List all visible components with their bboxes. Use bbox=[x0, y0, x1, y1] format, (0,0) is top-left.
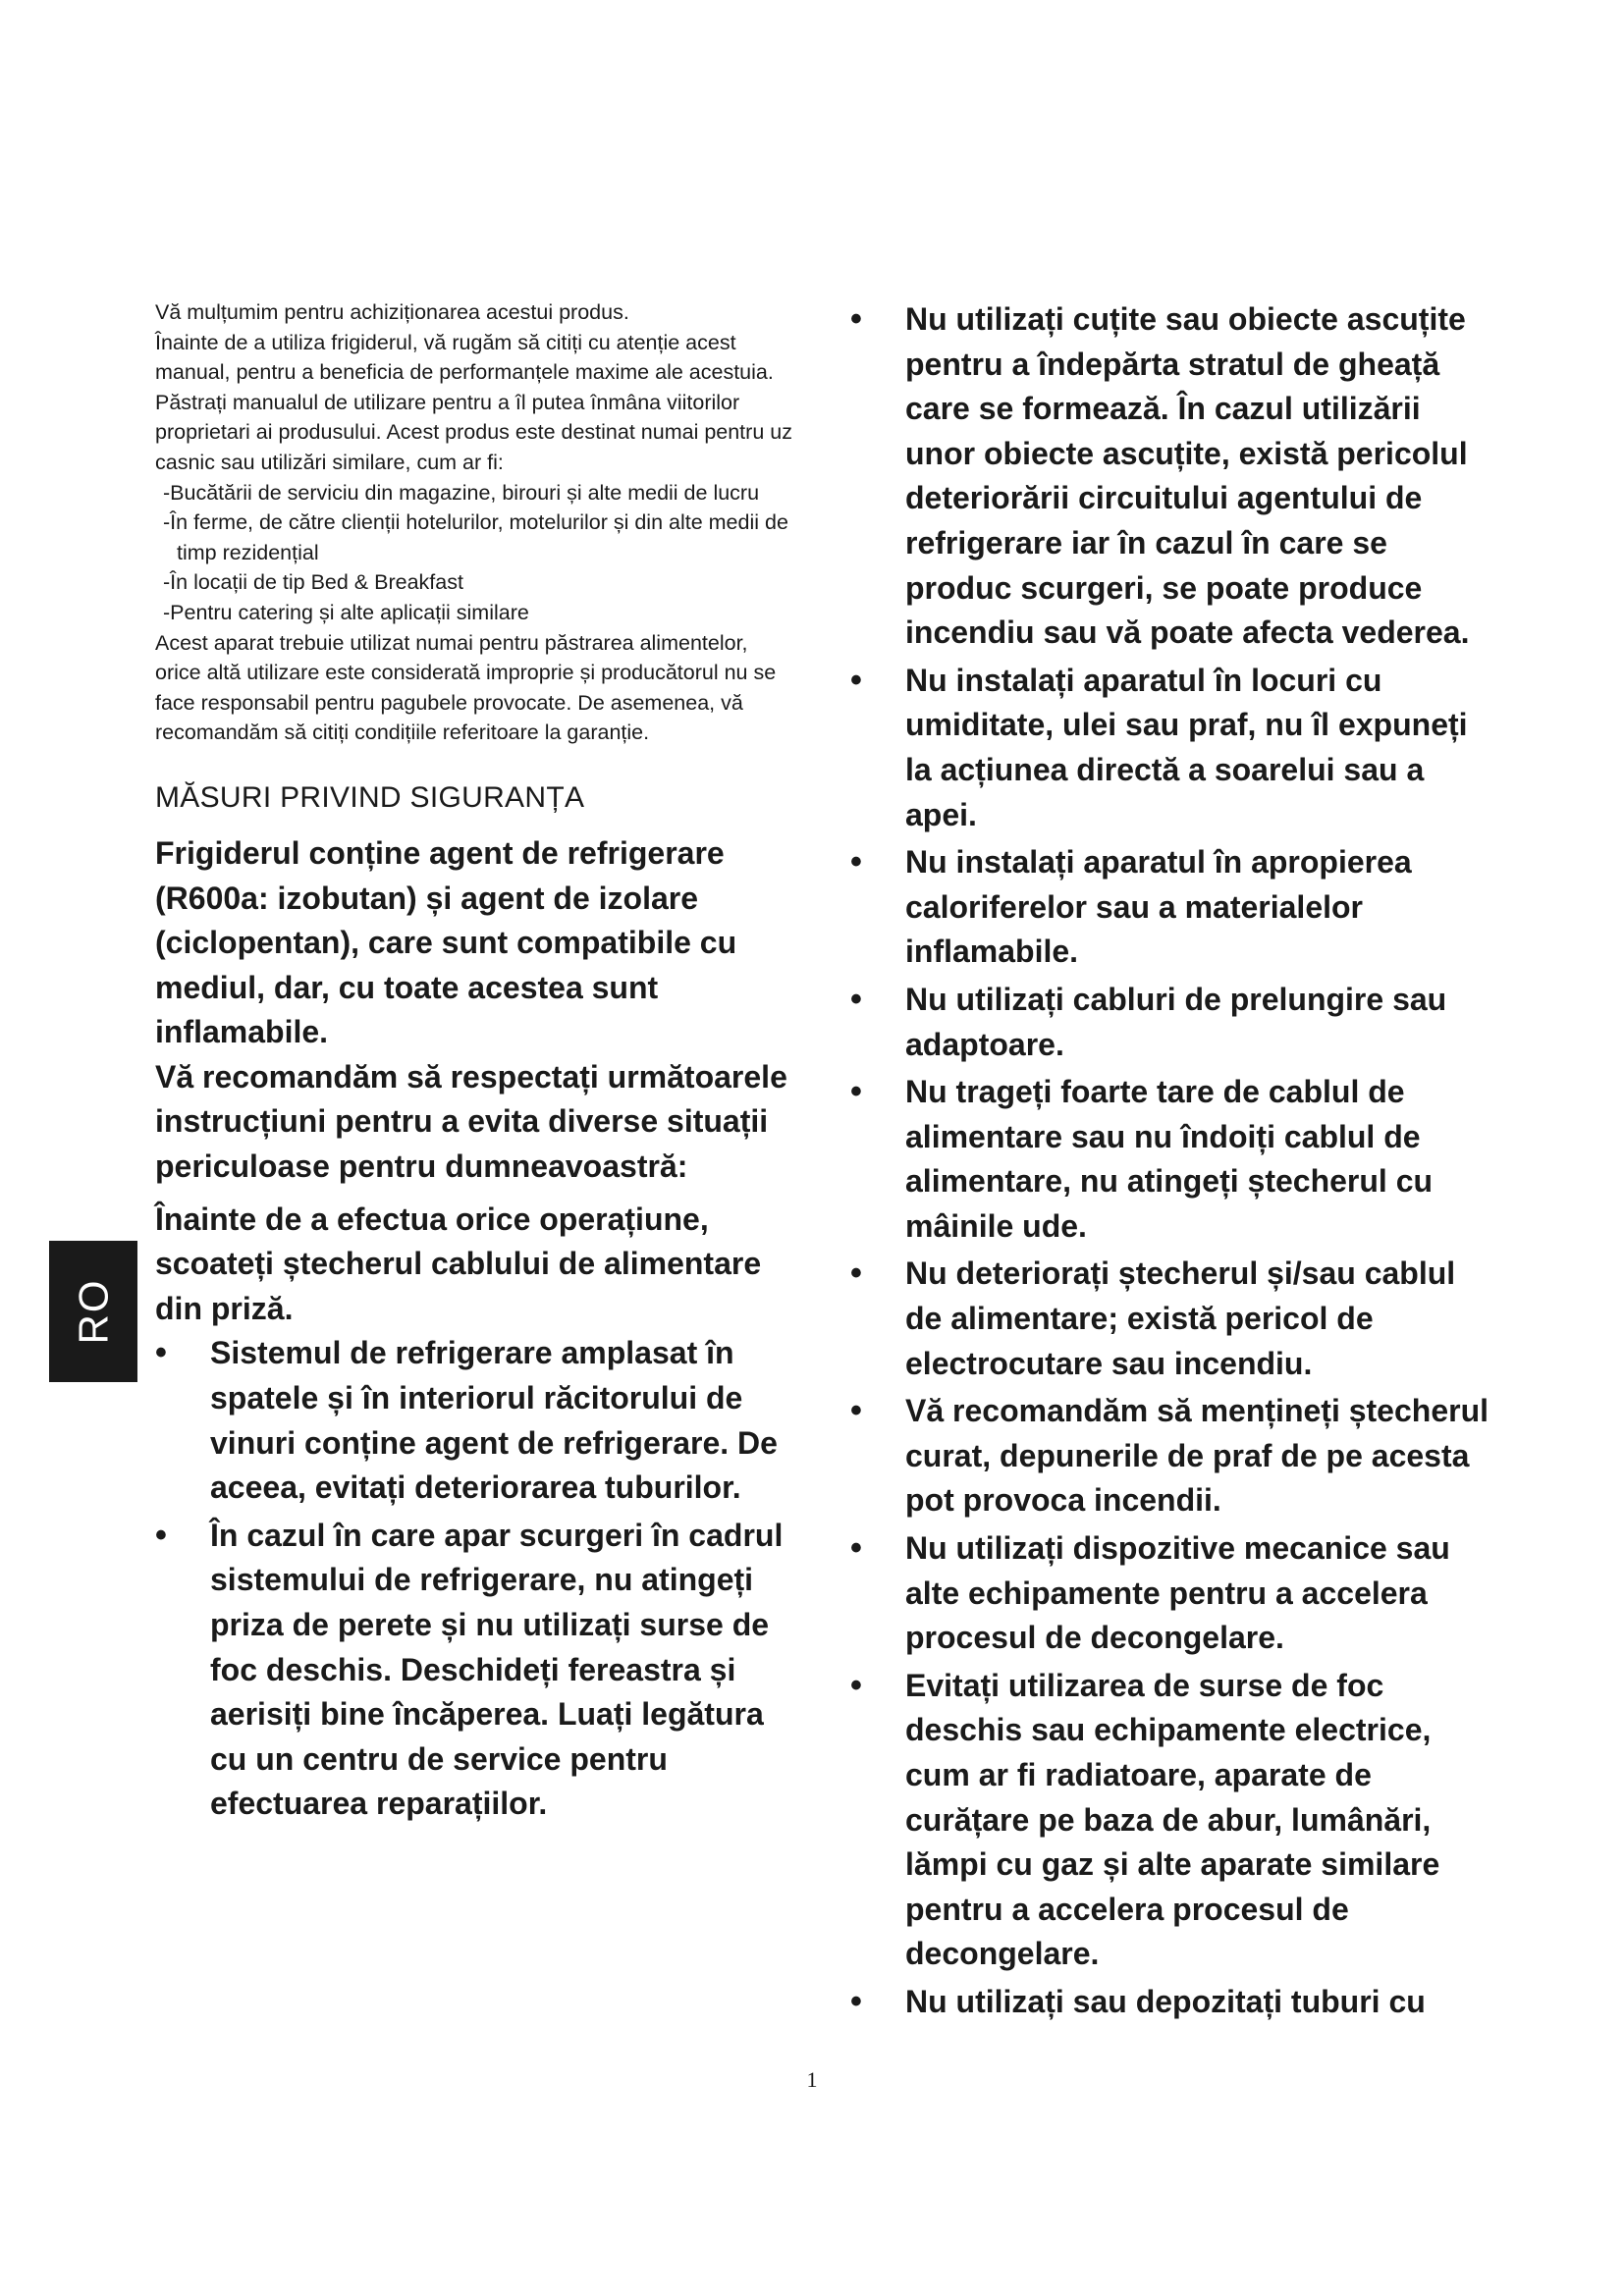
page-number: 1 bbox=[806, 2067, 818, 2092]
bullet-item: • Nu utilizați sau depozitați tuburi cu bbox=[850, 1980, 1489, 2025]
right-bullet-list bbox=[850, 297, 1489, 2025]
language-tab bbox=[49, 1241, 137, 1382]
bullet-item: • Nu deteriorați ștecherul și/sau cablul de alimentare; există pericol de electrocutare sau incendiu. bbox=[850, 1252, 1489, 1386]
bullet-item: • Vă recomandăm să mențineți ștecherul curat, depunerile de praf de pe acesta pot provoca incendii. bbox=[850, 1389, 1489, 1523]
recommend-paragraph: Vă recomandăm să respectați următoarele instrucțiuni pentru a evita diverse situații periculoase pentru dumneavoastră: bbox=[155, 1058, 787, 1185]
bullet-item: • Nu utilizați cuțite sau obiecte ascuțite pentru a îndepărta stratul de gheață care se formează. În cazul utilizării unor obiecte ascuțite, există pericolul deteriorării circuitului agentului de refrigerare iar în cazul în care se produc scurgeri, se poate produce incendiu sau vă poate afecta vederea. bbox=[850, 297, 1489, 656]
right-column bbox=[850, 297, 1489, 2028]
bullet-item: • Nu instalați aparatul în apropierea caloriferelor sau a materialelor inflamabile. bbox=[850, 840, 1489, 975]
intro-use-item: -Bucătării de serviciu din magazine, birouri și alte medii de lucru bbox=[163, 480, 760, 505]
bullet-item: • Nu trageți foarte tare de cablul de alimentare sau nu îndoiți cablul de alimentare, nu atingeți ștecherul cu mâinile ude. bbox=[850, 1070, 1489, 1249]
intro-use-item: -Pentru catering și alte aplicații similare bbox=[163, 600, 529, 624]
language-tab-label: RO bbox=[70, 1278, 116, 1345]
bullet-item: • În cazul în care apar scurgeri în cadrul sistemului de refrigerare, nu atingeți priza de perete și nu utilizați surse de foc deschis. Deschideți fereastra și aerisiți bine încăperea. Luați legătura cu un centru de service pentru efectuarea reparațiilor. bbox=[155, 1514, 793, 1827]
intro-use-item: -În locații de tip Bed & Breakfast bbox=[163, 570, 463, 595]
intro-use-item: -În ferme, de către clienții hotelurilor, motelurilor și din alte medii de timp rezidențial bbox=[163, 510, 788, 564]
bullet-item: • Nu utilizați cabluri de prelungire sau adaptoare. bbox=[850, 978, 1489, 1067]
safety-intro: Frigiderul conține agent de refrigerare (R600a: izobutan) și agent de izolare (ciclopentan), care sunt compatibile cu mediul, dar, cu toate acestea sunt inflamabile. bbox=[155, 834, 737, 1050]
bullet-item: • Nu instalați aparatul în locuri cu umiditate, ulei sau praf, nu îl expuneți la acțiunea directă a soarelui sau a apei. bbox=[850, 659, 1489, 837]
bullet-item: • Evitați utilizarea de surse de foc deschis sau echipamente electrice, cum ar fi radiatoare, aparate de curățare pe baza de abur, lumânări, lămpi cu gaz și alte aparate similare pentru a accelera procesul de decongelare. bbox=[850, 1664, 1489, 1977]
before-operation-paragraph: Înainte de a efectua orice operațiune, scoateți ștecherul cablului de alimentare din priză. bbox=[155, 1201, 762, 1326]
intro-manual-paragraph: Înainte de a utiliza frigiderul, vă rugăm să citiți cu atenție acest manual, pentru a beneficia de performanțele maxime ale acestuia. Păstrați manualul de utilizare pentru a îl putea înmâna viitorilor proprietari ai produsului. Acest produs este destinat numai pentru uz casnic sau utilizări similare, cum ar fi: bbox=[155, 330, 792, 474]
section-title: MĂSURI PRIVIND SIGURANȚA bbox=[155, 780, 585, 814]
intro-usage-paragraph: Acest aparat trebuie utilizat numai pentru păstrarea alimentelor, orice altă utilizare este considerată improprie și producătorul nu se face responsabil pentru pagubele provocate. De asemenea, vă recomandăm să citiți condițiile referitoare la garanție. bbox=[155, 630, 777, 745]
intro-thanks: Vă mulțumim pentru achiziționarea acestui produs. bbox=[155, 300, 629, 324]
left-bullet-list bbox=[155, 1331, 793, 1827]
intro-block bbox=[155, 297, 793, 748]
bullet-item: • Nu utilizați dispozitive mecanice sau alte echipamente pentru a accelera procesul de decongelare. bbox=[850, 1526, 1489, 1661]
left-column bbox=[155, 297, 793, 1830]
bullet-item: • Sistemul de refrigerare amplasat în spatele și în interiorul răcitorului de vinuri conține agent de refrigerare. De aceea, evitați deteriorarea tuburilor. bbox=[155, 1331, 793, 1510]
